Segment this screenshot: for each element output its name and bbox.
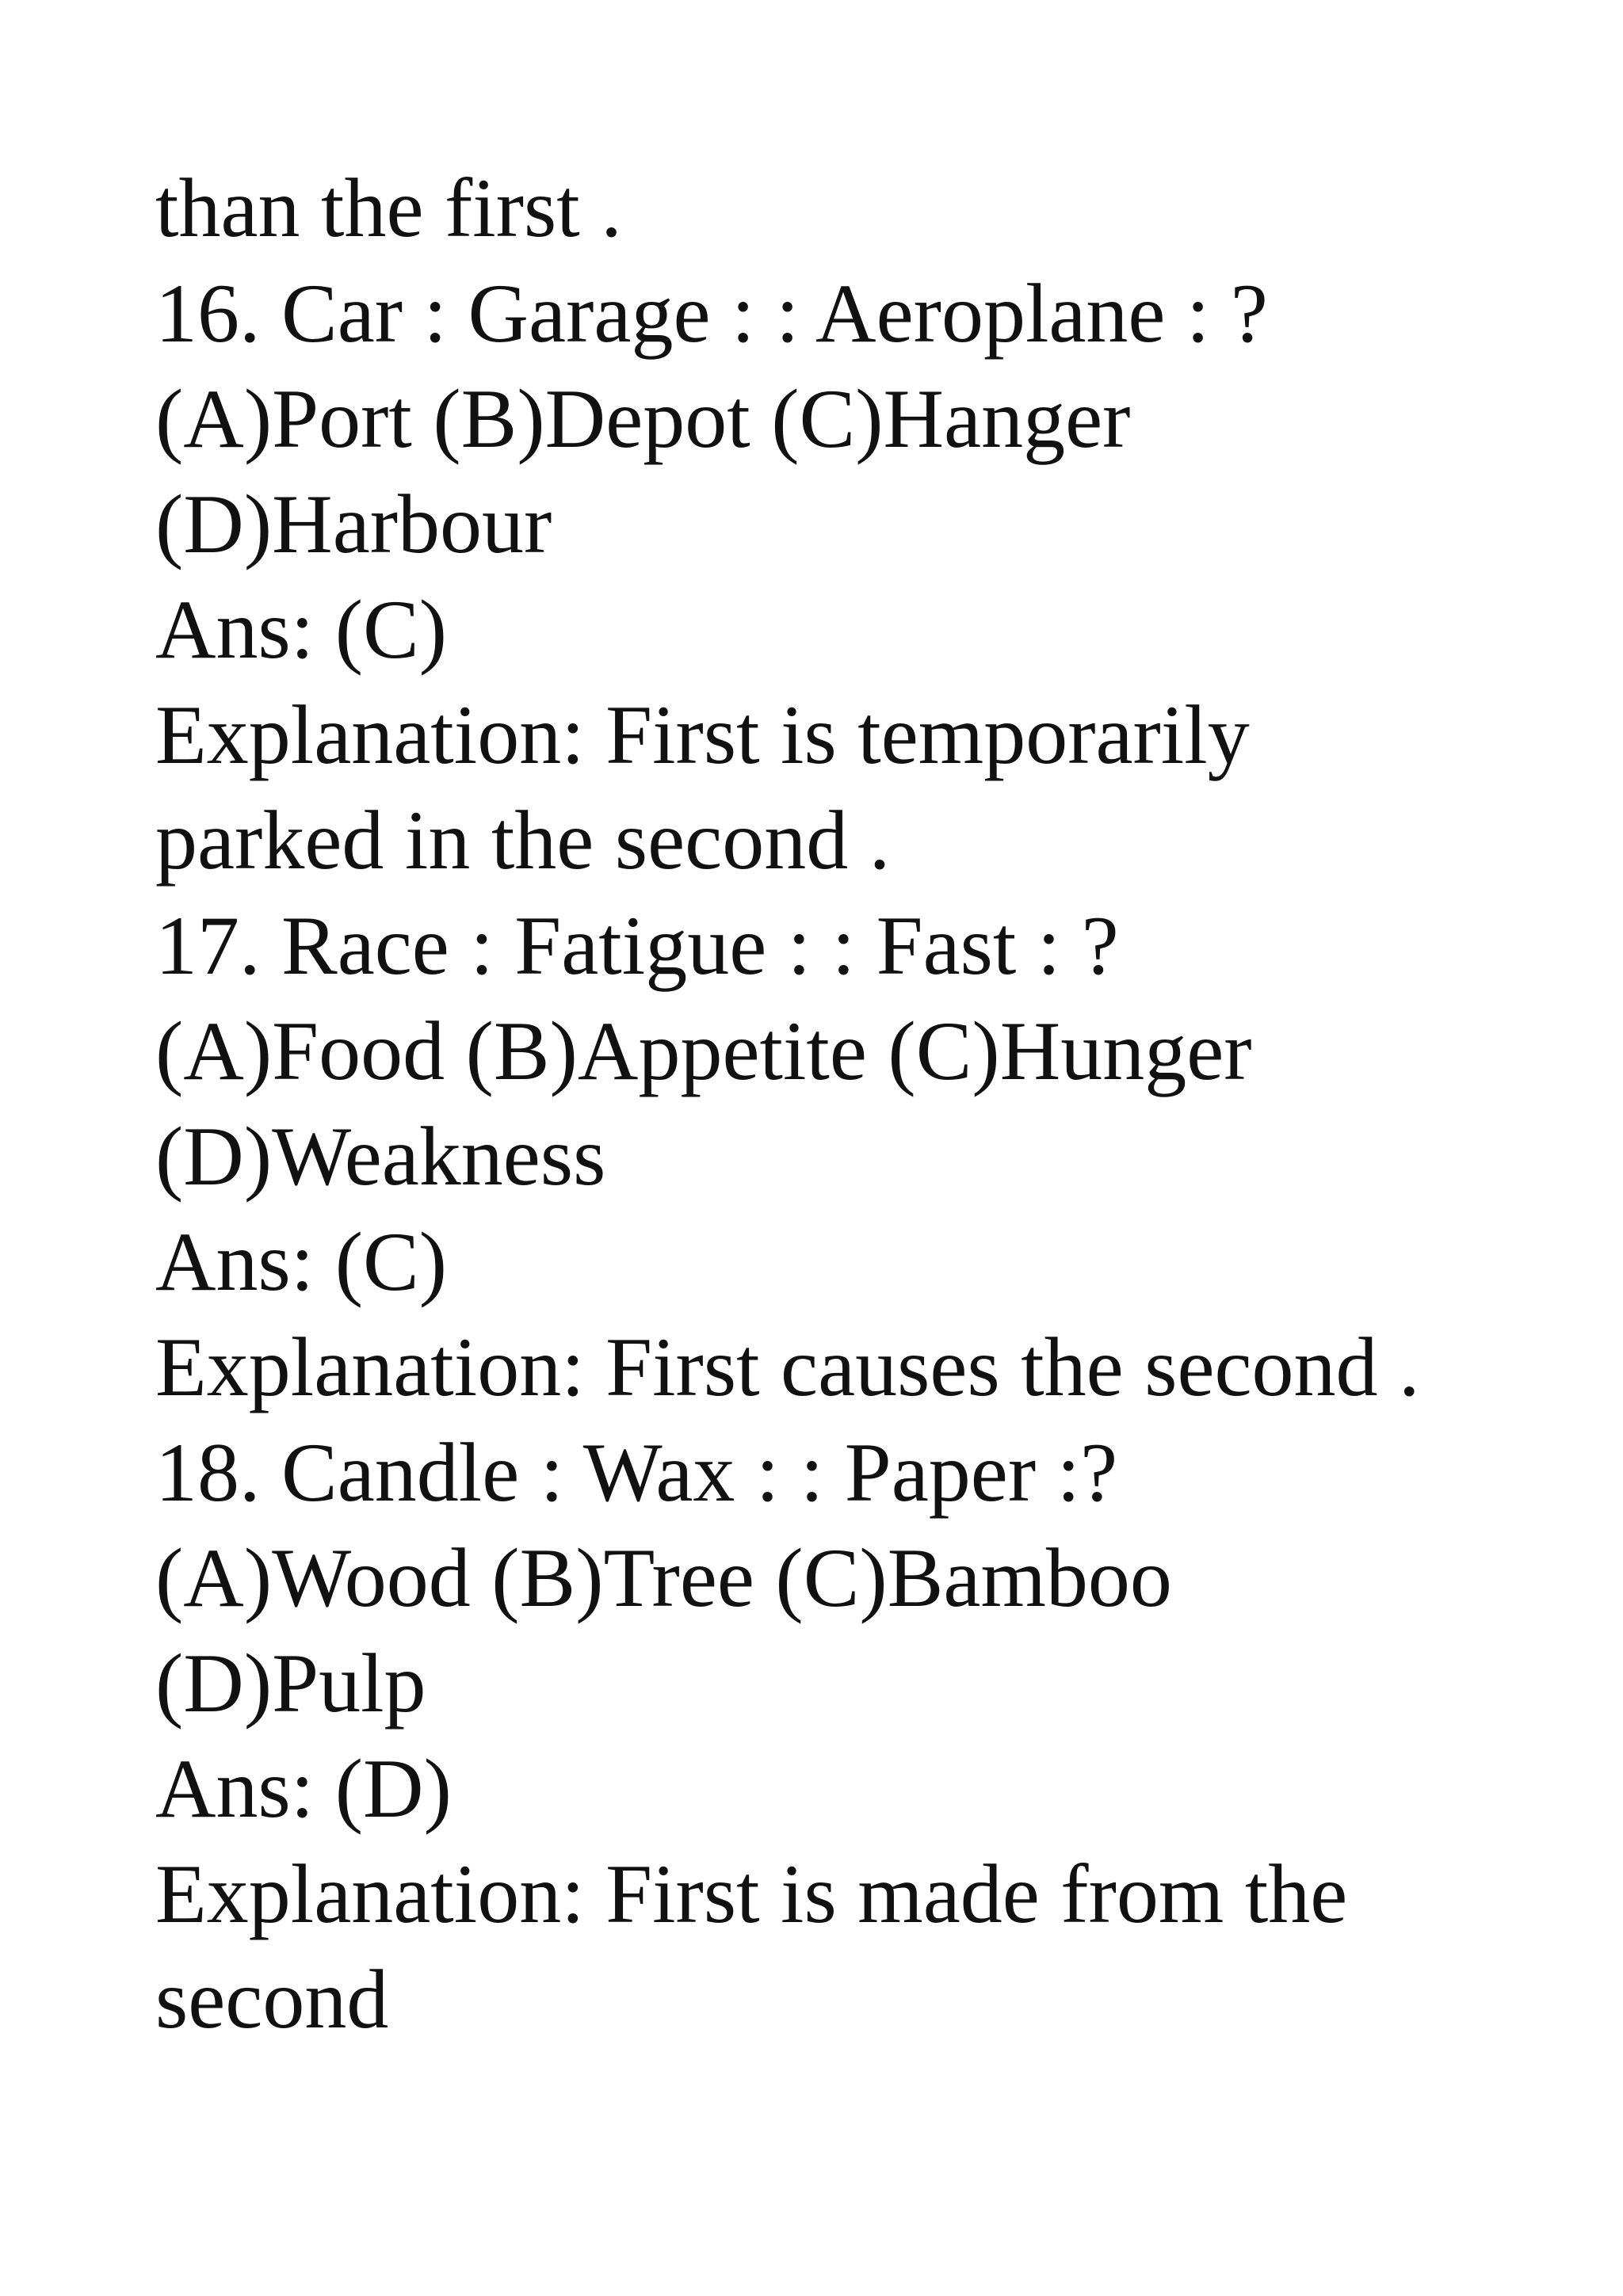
options-text: (D)Harbour (155, 478, 552, 570)
question-block-16 (155, 261, 1582, 893)
explanation-text: Explanation: First is made from the (155, 1848, 1348, 1940)
answer-text: Ans: (C) (155, 1215, 448, 1308)
options-text: (A)Port (B)Depot (C)Hanger (155, 372, 1131, 465)
question-text: 17. Race : Fatigue : : Fast : ? (155, 899, 1119, 992)
options-text: (D)Pulp (155, 1637, 426, 1730)
question-block-17 (155, 893, 1582, 1420)
explanation-text: Explanation: First causes the second . (155, 1321, 1420, 1413)
explanation-text: Explanation: First is temporarily (155, 688, 1250, 781)
question-text: 16. Car : Garage : : Aeroplane : ? (155, 267, 1268, 360)
explanation-text: second (155, 1953, 389, 2046)
document-page (155, 155, 1582, 2052)
question-text: 18. Candle : Wax : : Paper :? (155, 1426, 1118, 1519)
options-text: (A)Food (B)Appetite (C)Hunger (155, 1005, 1252, 1097)
options-text: (A)Wood (B)Tree (C)Bamboo (155, 1531, 1172, 1624)
answer-text: Ans: (D) (155, 1742, 452, 1835)
continuation-text: than the first . (155, 162, 622, 254)
answer-text: Ans: (C) (155, 583, 448, 676)
options-text: (D)Weakness (155, 1110, 606, 1203)
explanation-text: parked in the second . (155, 794, 891, 887)
question-block-18 (155, 1420, 1582, 2052)
